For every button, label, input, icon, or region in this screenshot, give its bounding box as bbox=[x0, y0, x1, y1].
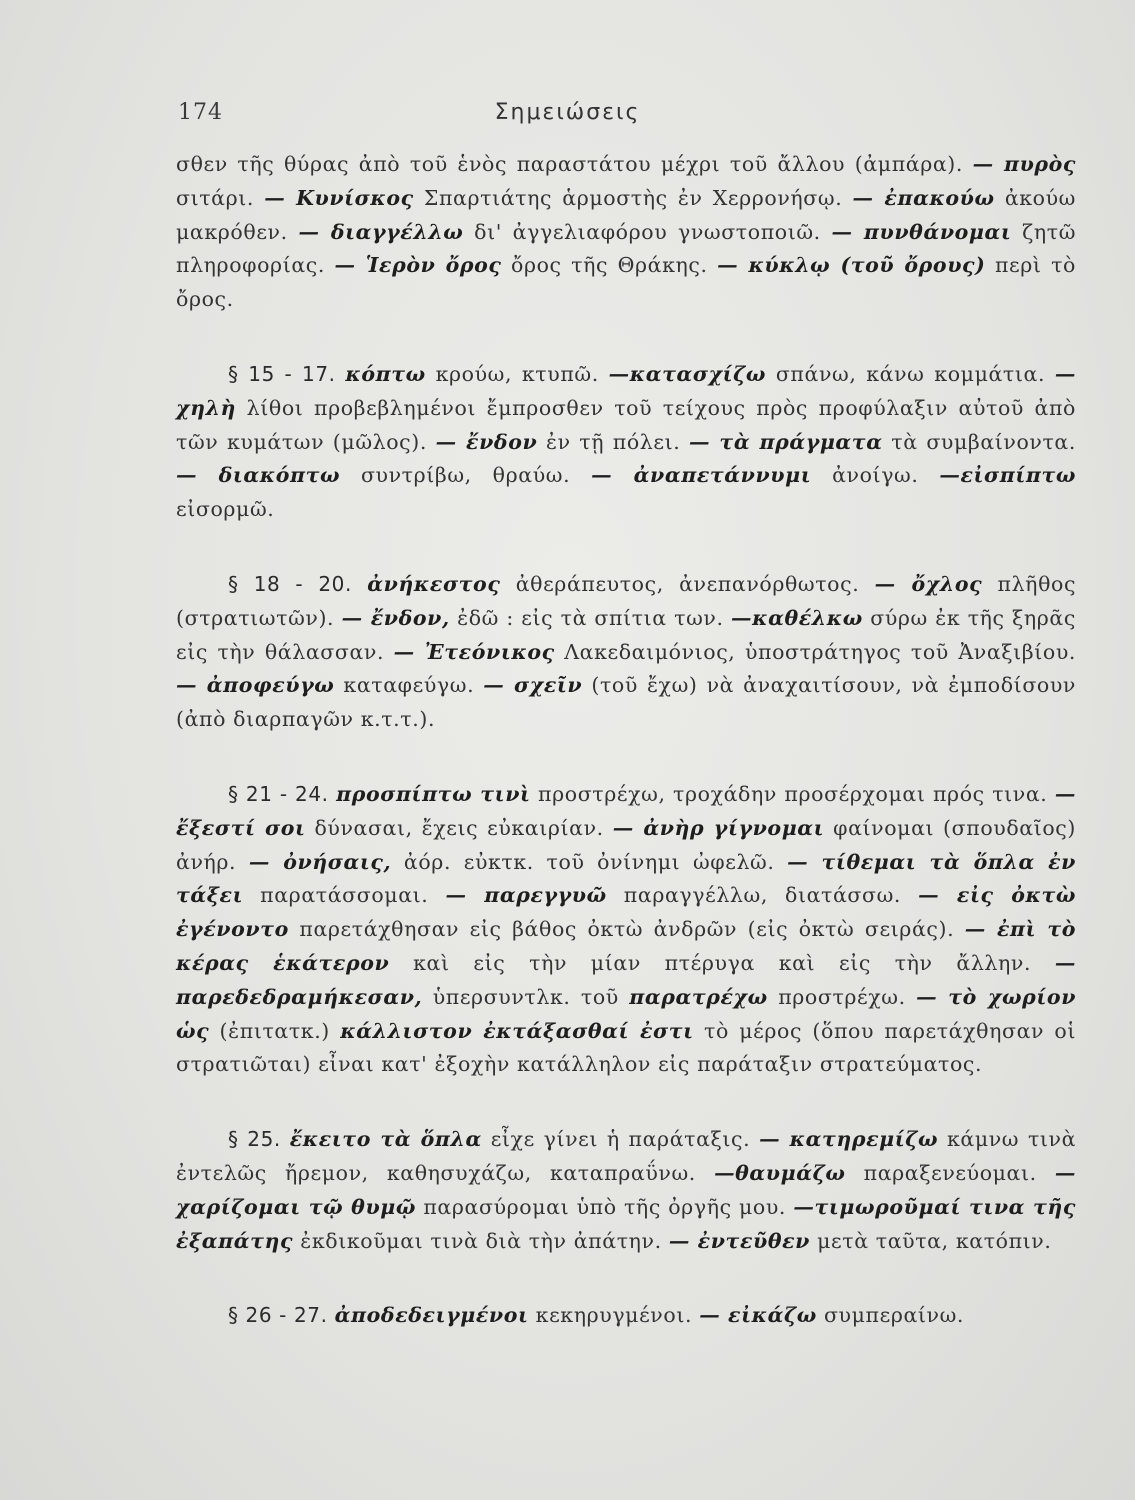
gloss: Λακεδαιμόνιος, ὑποστράτηγος τοῦ Ἀναξιβίου. bbox=[564, 639, 1076, 664]
lemma: — ἔξεστί σοι bbox=[176, 781, 1076, 840]
gloss: τὰ συμβαίνοντα. bbox=[891, 429, 1076, 454]
lemma: —θαυμάζω bbox=[714, 1160, 846, 1185]
gloss: παρατάσσομαι. bbox=[260, 883, 429, 908]
note-paragraph bbox=[176, 358, 1076, 527]
gloss: δι' ἀγγελιαφόρου γνωστοποιῶ. bbox=[474, 219, 821, 244]
note-paragraph bbox=[176, 1123, 1076, 1258]
note-paragraph bbox=[176, 1299, 1076, 1333]
lemma: —τιμωροῦμαί τινα τῆς ἐξαπάτης bbox=[176, 1194, 1076, 1253]
gloss: παραξενεύομαι. bbox=[863, 1160, 1037, 1185]
gloss: σπάνω, κάνω κομμάτια. bbox=[775, 361, 1046, 386]
lemma: — σχεῖν bbox=[483, 673, 583, 698]
lemma: — ἔνδον bbox=[435, 429, 538, 454]
lemma: — ὀνήσαις, bbox=[248, 849, 392, 874]
lemma: — ἐπακούω bbox=[852, 185, 995, 210]
gloss: πλῆθος (στρατιωτῶν). bbox=[176, 571, 1077, 630]
gloss: ζητῶ πληροφορίας. bbox=[176, 219, 1077, 278]
gloss: μετὰ ταῦτα, κατόπιν. bbox=[817, 1228, 1052, 1253]
lemma: ἔκειτο τὰ ὅπλα bbox=[289, 1127, 482, 1152]
gloss: λίθοι προβεβλημένοι ἔμπροσθεν τοῦ τείχους πρὸς προφύλαξιν αὐτοῦ ἀπὸ τῶν κυμάτων (μῶλος). bbox=[176, 395, 1076, 454]
lemma: — ἐντεῦθεν bbox=[668, 1228, 810, 1253]
lemma: — ἔνδον, bbox=[341, 605, 450, 630]
lemma: — τὸ χωρίον ὡς bbox=[176, 984, 1077, 1043]
gloss: σύρω ἐκ τῆς ξηρᾶς εἰς τὴν θάλασσαν. bbox=[176, 605, 1076, 664]
gloss: τὸ μέρος (ὅπου παρετάχθησαν οἱ στρατιῶται) εἶναι κατ' ἐξοχὴν κατάλληλον εἰς παράταξιν στρατεύματος. bbox=[176, 1018, 1076, 1077]
gloss: (τοῦ ἔχω) νὰ ἀναχαιτίσουν, νὰ ἐμποδίσουν (ἀπὸ διαρπαγῶν κ.τ.τ.). bbox=[176, 673, 1076, 732]
gloss: ἐδῶ : εἰς τὰ σπίτια των. bbox=[457, 605, 724, 630]
note-paragraph bbox=[176, 568, 1076, 737]
gloss: προστρέχω, τροχάδην προσέρχομαι πρός τινα. bbox=[538, 781, 1048, 806]
gloss: προστρέχω. bbox=[778, 984, 906, 1009]
gloss: κάμνω τινὰ ἐντελῶς ἤρεμον, καθησυχάζω, καταπραΰνω. bbox=[176, 1127, 1077, 1185]
lemma: — κύκλῳ (τοῦ ὄρους) bbox=[717, 253, 986, 278]
gloss: καταφεύγω. bbox=[343, 673, 475, 698]
lemma: — ἀναπετάννυμι bbox=[591, 463, 812, 488]
lemma: — κατηρεμίζω bbox=[759, 1127, 939, 1152]
gloss: κρούω, κτυπῶ. bbox=[435, 361, 599, 386]
section-ref: § 25. bbox=[228, 1127, 281, 1152]
gloss: εἶχε γίνει ἡ παράταξις. bbox=[490, 1127, 751, 1152]
lemma: παρατρέχω bbox=[629, 984, 768, 1009]
gloss: κεκηρυγμένοι. bbox=[535, 1303, 693, 1328]
gloss: ἐκδικοῦμαι τινὰ διὰ τὴν ἀπάτην. bbox=[300, 1228, 662, 1253]
lemma: — διακόπτω bbox=[176, 463, 341, 488]
lemma: — Ἱερὸν ὄρος bbox=[334, 253, 502, 278]
lemma: — τίθεμαι τὰ ὅπλα ἐν τάξει bbox=[176, 849, 1077, 908]
lemma: —κατασχίζω bbox=[608, 361, 767, 386]
gloss: ἀκούω μακρόθεν. bbox=[176, 185, 1076, 244]
gloss: ὄρος τῆς Θράκης. bbox=[511, 253, 708, 278]
note-paragraph bbox=[176, 148, 1076, 317]
lemma: — εἰκάζω bbox=[699, 1303, 817, 1328]
lemma: — πυρὸς bbox=[972, 152, 1076, 176]
gloss: συμπεραίνω. bbox=[823, 1303, 965, 1328]
lemma: — παρεγγυῶ bbox=[445, 883, 607, 908]
lemma: — ἐπὶ τὸ κέρας ἑκάτερον bbox=[176, 917, 1076, 975]
gloss: συντρίβω, θραύω. bbox=[360, 463, 571, 488]
lemma: ἀποδεδειγμένοι bbox=[334, 1303, 529, 1328]
gloss: Σπαρτιάτης ἁρμοστὴς ἐν Χερρονήσῳ. bbox=[423, 185, 843, 210]
section-ref: § 15 - 17. bbox=[228, 361, 336, 386]
section-ref: § 26 - 27. bbox=[228, 1303, 328, 1328]
lemma: κάλλιστον ἐκτάξασθαί ἐστι bbox=[340, 1018, 694, 1043]
gloss: παραγγέλλω, διατάσσω. bbox=[623, 883, 902, 908]
gloss: ἐν τῇ πόλει. bbox=[545, 429, 681, 454]
lemma: — παρεδεδραμήκεσαν, bbox=[176, 950, 1076, 1009]
lemma: — χηλὴ bbox=[176, 361, 1076, 420]
lemma: — τὰ πράγματα bbox=[689, 429, 883, 454]
lemma: κόπτω bbox=[345, 361, 426, 386]
lemma: ἀνήκεστος bbox=[367, 571, 501, 596]
lemma: — Ἐτεόνικος bbox=[393, 639, 555, 664]
gloss: καὶ εἰς τὴν μίαν πτέρυγα καὶ εἰς τὴν ἄλλην. bbox=[413, 950, 1032, 975]
lemma: — εἰς ὀκτὼ ἐγένοντο bbox=[176, 883, 1076, 942]
lemma: προσπίπτω τινὶ bbox=[336, 781, 531, 806]
section-ref: § 21 - 24. bbox=[228, 781, 329, 806]
lemma: —καθέλκω bbox=[731, 605, 863, 630]
gloss: ὑπερσυντλκ. τοῦ bbox=[432, 984, 619, 1009]
gloss: ἀόρ. εὐκτκ. τοῦ ὀνίνημι ὠφελῶ. bbox=[403, 849, 775, 874]
gloss: ἀθεράπευτος, ἀνεπανόρθωτος. bbox=[515, 571, 860, 596]
lemma: — διαγγέλλω bbox=[298, 219, 464, 244]
gloss: εἰσορμῶ. bbox=[176, 497, 275, 522]
lemma: — ὄχλος bbox=[874, 571, 983, 596]
page-number: 174 bbox=[178, 100, 223, 125]
lemma: — ἀνὴρ γίγνομαι bbox=[612, 815, 825, 840]
gloss: ἀνοίγω. bbox=[832, 463, 919, 488]
continued-text: σθεν τῆς θύρας ἀπὸ τοῦ ἑνὸς παραστάτου μέχρι τοῦ ἄλλου (ἀμπάρα). bbox=[176, 152, 964, 176]
lemma: —εἰσπίπτω bbox=[939, 463, 1076, 488]
gloss: περὶ τὸ ὄρος. bbox=[176, 253, 1076, 312]
gloss: φαίνομαι (σπουδαῖος) ἀνήρ. bbox=[176, 815, 1076, 874]
section-ref: § 18 - 20. bbox=[228, 571, 352, 596]
lemma: — χαρίζομαι τῷ θυμῷ bbox=[176, 1160, 1077, 1219]
lemma: — ἀποφεύγω bbox=[176, 673, 335, 698]
running-head: Σημειώσεις bbox=[494, 100, 641, 125]
gloss: παρασύρομαι ὑπὸ τῆς ὀργῆς μου. bbox=[423, 1194, 787, 1219]
lemma: — πυνθάνομαι bbox=[831, 219, 1012, 244]
note-paragraph bbox=[176, 778, 1076, 1082]
notes-body bbox=[176, 148, 1076, 1374]
gloss: σιτάρι. bbox=[176, 185, 255, 210]
gloss: (ἐπιτατκ.) bbox=[219, 1018, 330, 1043]
gloss: δύνασαι, ἔχεις εὐκαιρίαν. bbox=[314, 815, 604, 840]
lemma: — Κυνίσκος bbox=[264, 185, 414, 210]
gloss: παρετάχθησαν εἰς βάθος ὀκτὼ ἀνδρῶν (εἰς ὀκτὼ σειράς). bbox=[299, 917, 955, 942]
